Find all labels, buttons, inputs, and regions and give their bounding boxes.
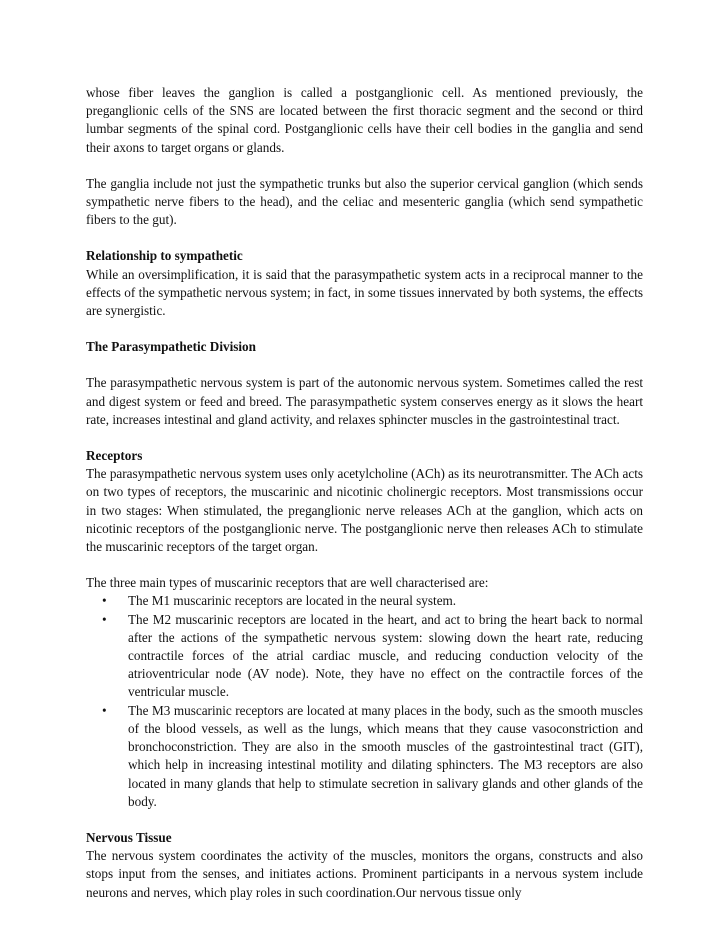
list-item [86, 702, 643, 811]
relationship-heading: Relationship to sympathetic [86, 248, 243, 264]
bullet-icon: • [102, 611, 107, 627]
parasympathetic-paragraph: The parasympathetic nervous system is part of the autonomic nervous system. Sometimes called the rest and digest system or feed and breed. The parasympathetic system conserves energy as it slows the heart rate, increases intestinal and gland activity, and relaxes sphincter muscles in the gastrointestinal tract. [86, 375, 643, 427]
relationship-paragraph: While an oversimplification, it is said that the parasympathetic system acts in a reciprocal manner to the effects of the sympathetic nervous system; in fact, in some tissues innervated by both systems, the effects are synergistic. [86, 266, 643, 319]
muscarinic-receptor-list [86, 592, 643, 810]
list-item [86, 592, 643, 610]
receptors-heading: Receptors [86, 448, 143, 464]
receptors-paragraph-1: The parasympathetic nervous system uses only acetylcholine (ACh) as its neurotransmitter. The ACh acts on two types of receptors, the muscarinic and nicotinic cholinergic receptors. Most transmissions occur in two stages: When stimulated, the preganglionic nerve releases ACh at the ganglion, which acts on nicotinic receptors of the postganglionic nerve. The postganglionic nerve then releases ACh to stimulate the muscarinic receptors of the target organ. [86, 466, 643, 555]
receptors-paragraph-2: The three main types of muscarinic receptors that are well characterised are: [86, 575, 489, 591]
parasympathetic-heading: The Parasympathetic Division [86, 339, 256, 355]
document-page [86, 84, 643, 902]
list-item-text: The M1 muscarinic receptors are located in the neural system. [128, 593, 457, 609]
list-item-text: The M3 muscarinic receptors are located at many places in the body, such as the smooth muscles of the blood vessels, as well as the lungs, which means that they cause vasoconstriction and bronchoconstriction. They are also in the smooth muscles of the gastrointestinal tract (GIT), which help in increasing intestinal motility and dilating sphincters. The M3 receptors are also located in many glands that help to stimulate secretion in salivary glands and other glands of the body. [128, 702, 643, 809]
intro-paragraph-1: whose fiber leaves the ganglion is called a postganglionic cell. As mentioned previously, the preganglionic cells of the SNS are located between the first thoracic segment and the second or third lumbar segments of the spinal cord. Postganglionic cells have their cell bodies in the ganglia and send their axons to target organs or glands. [86, 85, 643, 155]
nervous-tissue-paragraph: The nervous system coordinates the activity of the muscles, monitors the organs, constructs and also stops input from the senses, and initiates actions. Prominent participants in a nervous system include neurons and nerves, which play roles in such coordination.Our nervous tissue only [86, 848, 643, 900]
list-item-text: The M2 muscarinic receptors are located in the heart, and act to bring the heart back to normal after the actions of the sympathetic nervous system: slowing down the heart rate, reducing contractile forces of the atrial cardiac muscle, and reducing conduction velocity of the atrioventricular node (AV node). Note, they have no effect on the contractile forces of the ventricular muscle. [128, 611, 643, 700]
bullet-icon: • [102, 593, 107, 609]
list-item [86, 611, 643, 702]
intro-paragraph-2: The ganglia include not just the sympathetic trunks but also the superior cervical ganglion (which sends sympathetic nerve fibers to the head), and the celiac and mesenteric ganglia (which send sympathetic fibers to the gut). [86, 175, 643, 228]
bullet-icon: • [102, 702, 107, 718]
nervous-tissue-heading: Nervous Tissue [86, 829, 172, 845]
